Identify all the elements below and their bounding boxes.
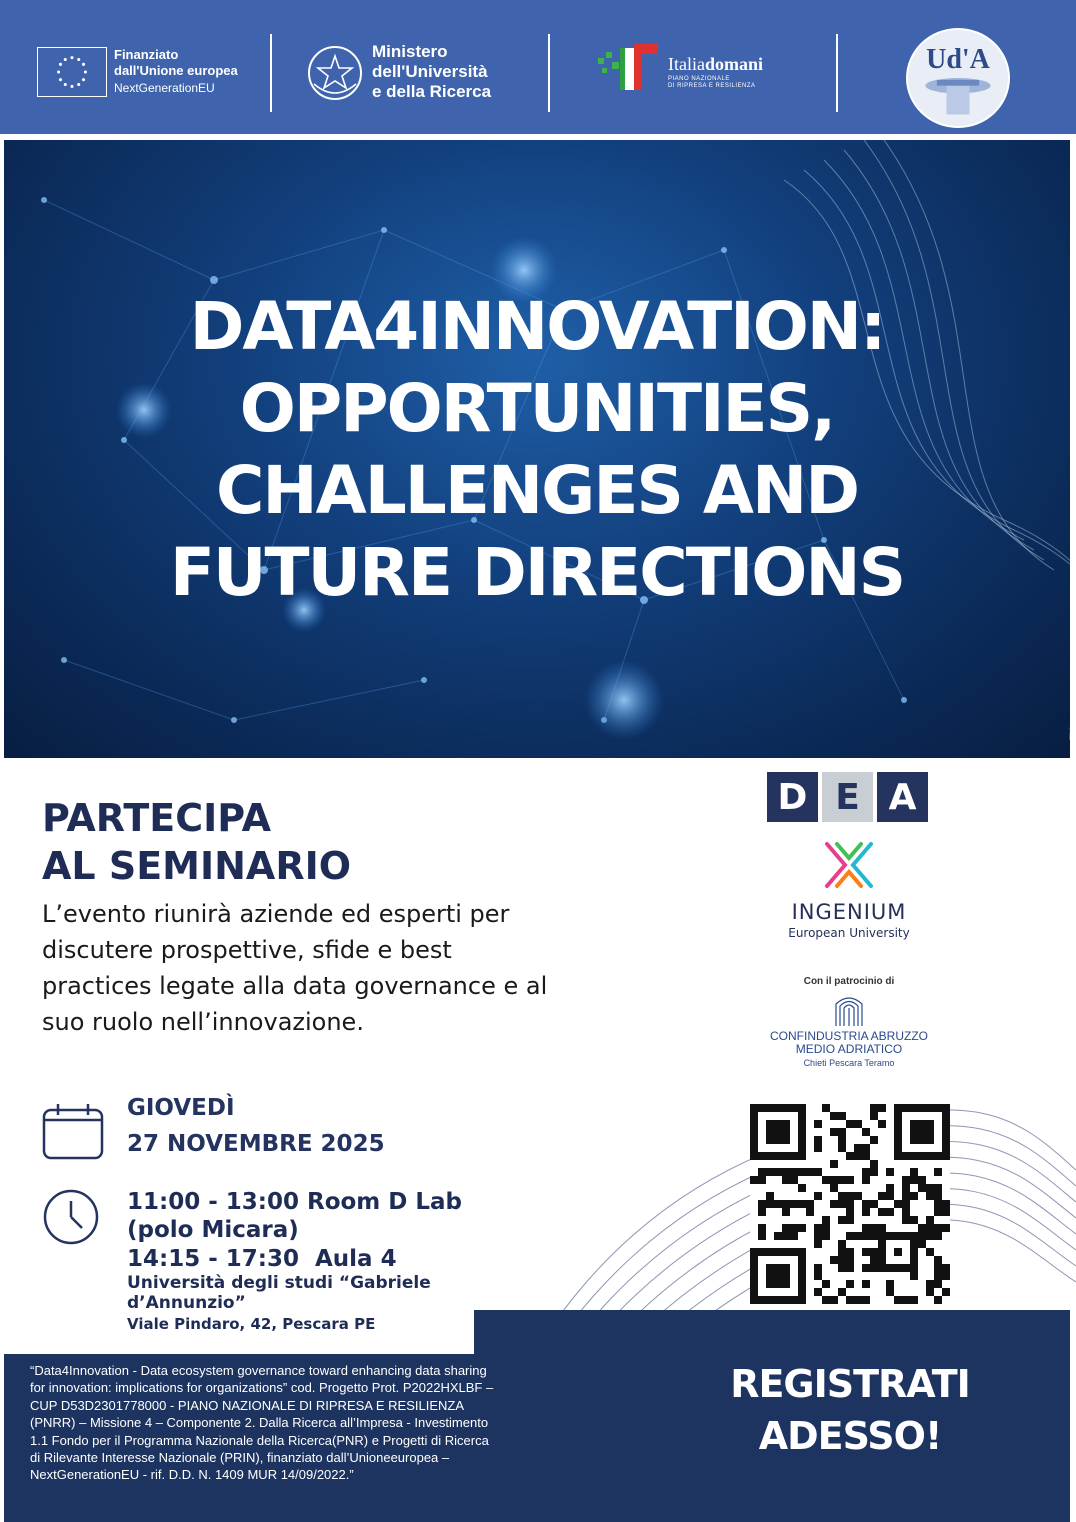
eu-line1: Finanziato	[114, 47, 179, 62]
mur-line3: e della Ricerca	[372, 82, 492, 101]
italiadomani-sub-line1: PIANO NAZIONALE	[668, 76, 730, 82]
mur-line2: dell'Università	[372, 62, 488, 81]
italiadomani-name-light: Italia	[668, 54, 705, 74]
title-line: FUTURE DIRECTIONS	[169, 534, 905, 611]
session1-time: 11:00 - 13:00 Room D Lab	[127, 1189, 463, 1215]
venue-address: Viale Pindaro, 42, Pescara PE	[127, 1315, 376, 1333]
title-line: OPPORTUNITIES,	[239, 370, 835, 447]
confindustria-name	[770, 1030, 928, 1056]
hero-banner	[4, 140, 1070, 758]
confindustria-emblem-icon	[832, 994, 866, 1028]
register-now-heading	[720, 1358, 980, 1462]
patronage-label: Con il patrocinio di	[803, 976, 895, 987]
ingenium-logo	[768, 832, 930, 952]
eu-funding-text	[114, 47, 238, 97]
event-day: GIOVEDÌ	[127, 1095, 235, 1121]
mur-text	[372, 42, 491, 102]
ingenium-x-icon	[821, 840, 877, 890]
partner-separator	[836, 34, 838, 112]
italiadomani-subtitle	[668, 76, 778, 90]
mur-line1: Ministero	[372, 42, 448, 61]
italiadomani-name	[668, 54, 763, 74]
eu-line3: NextGenerationEU	[114, 81, 215, 95]
clock-icon	[42, 1188, 100, 1246]
italiadomani-sub-line2: DI RIPRESA E RESILIENZA	[668, 83, 756, 89]
italiadomani-name-bold: domani	[704, 54, 764, 74]
partner-separator	[548, 34, 550, 112]
confindustria-subtitle: Chieti Pescara Teramo	[803, 1058, 895, 1068]
cta-heading-line2: AL SEMINARIO	[42, 844, 352, 888]
cta-heading	[42, 794, 351, 890]
registration-qr-code[interactable]	[750, 1104, 950, 1304]
confindustria-line1: CONFINDUSTRIA ABRUZZO	[770, 1029, 929, 1043]
cta-heading-line1: PARTECIPA	[42, 796, 272, 840]
calendar-icon	[42, 1102, 104, 1160]
venue-name: Università degli studi “Gabriele d’Annunzio”	[127, 1273, 431, 1313]
qr-code-icon[interactable]	[750, 1104, 950, 1304]
title-line: CHALLENGES AND	[215, 452, 859, 529]
eu-line2: dall'Unione europea	[114, 63, 238, 78]
confindustria-line2: MEDIO ADRIATICO	[795, 1042, 903, 1056]
event-description: L’evento riunirà aziende ed esperti per discutere prospettive, sfide e best practices legate alla data governance e al suo ruolo nell’innovazione.	[42, 900, 548, 1036]
partners-bar	[0, 0, 1076, 140]
uda-university-logo	[906, 28, 1010, 128]
dea-letter: E	[822, 772, 873, 822]
event-date: 27 NOVEMBRE 2025	[127, 1131, 385, 1157]
dea-logo	[767, 772, 928, 822]
dea-letter: A	[877, 772, 928, 822]
register-line2: ADESSO!	[758, 1414, 942, 1458]
partner-separator	[270, 34, 272, 112]
session1-location: (polo Micara)	[127, 1217, 299, 1243]
register-line1: REGISTRATI	[730, 1362, 970, 1406]
title-line: DATA4INNOVATION:	[189, 288, 885, 365]
funding-note: “Data4Innovation - Data ecosystem governance toward enhancing data sharing for innovation: implications for organizations” cod. Progetto Prot. P2022HXLBF – CUP D53D2301778000 - PIANO NAZIONALE DI RIPRESA E RESILIENZA (PNRR) – Missione 4 – Componente 2. Dalla Ricerca all’Impresa - Investimento 1.1 Fondo per il Programma Nazionale della Ricerca(PNR) e Progetti di Ricerca di Rilevante Interesse Nazionale (PRIN), finanziato dall’Unioneeuropea – NextGenerationEU - rif. D.D. N. 1409 MUR 14/09/2022.”	[30, 1363, 494, 1483]
eu-flag-icon	[37, 47, 107, 97]
dea-letter: D	[767, 772, 818, 822]
event-title	[4, 286, 1070, 614]
confindustria-logo	[770, 962, 928, 1084]
ingenium-subtitle: European University	[788, 926, 910, 940]
session2-time: 14:15 - 17:30 Aula 4	[127, 1246, 397, 1272]
italian-republic-emblem-icon	[306, 44, 364, 102]
uda-logo-text: Ud'A	[926, 44, 990, 75]
ingenium-name: INGENIUM	[791, 900, 907, 924]
italiadomani-mark-icon	[596, 40, 662, 90]
